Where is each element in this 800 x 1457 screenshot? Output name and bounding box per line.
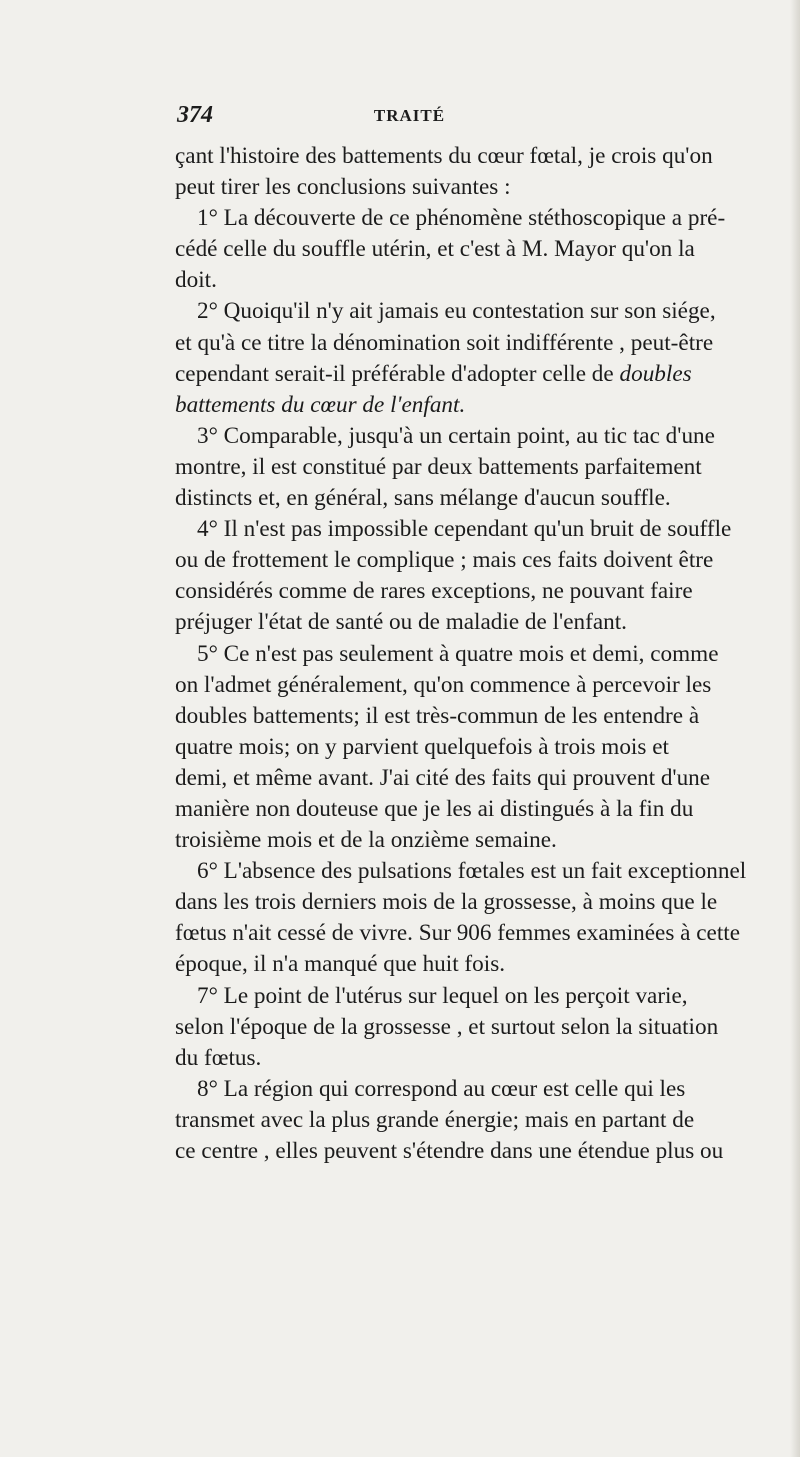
text-line-content: préjuger l'état de santé ou de maladie de l'enfant. [175, 609, 627, 636]
text-line-content: cependant serait-il préférable d'adopter celle de [175, 360, 614, 387]
text-line-content: ou de frottement le complique ; mais ces faits doivent être [175, 547, 714, 574]
text-line-content: cédé celle du souffle utérin, et c'est à M. Mayor qu'on la [175, 236, 695, 263]
text-line [175, 825, 645, 856]
text-line [175, 141, 713, 172]
text-line-content: quatre mois; on y parvient quelquefois à trois mois et [175, 733, 669, 760]
text-line-content: troisième mois et de la onzième semaine. [175, 827, 557, 854]
text-line-content: dans les trois derniers mois de la grossesse, à moins que le [175, 889, 718, 916]
text-line [175, 794, 694, 825]
text-line [175, 545, 714, 576]
page-header [177, 102, 642, 134]
text-line-content: montre, il est constitué par deux battements parfaitement [175, 453, 702, 480]
text-line [175, 763, 711, 794]
text-line [175, 234, 695, 265]
text-line [175, 670, 712, 701]
text-line [175, 1136, 724, 1167]
text-line-content: selon l'époque de la grossesse , et surtout selon la situation [175, 1013, 719, 1040]
text-line-content: 8° La région qui correspond au cœur est celle qui les [197, 1075, 686, 1102]
text-line-content: 6° L'absence des pulsations fœtales est un fait exceptionnel [197, 858, 747, 885]
text-line-content: époque, il n'a manqué que huit fois. [175, 951, 506, 978]
text-line [175, 359, 692, 390]
text-line-content: on l'admet généralement, qu'on commence à percevoir les [175, 671, 712, 698]
text-line [175, 949, 645, 980]
text-line-content: demi, et même avant. J'ai cité des faits qui prouvent d'une [175, 764, 711, 791]
text-line [175, 1105, 695, 1136]
text-line [175, 328, 714, 359]
text-line-content: 2° Quoiqu'il n'y ait jamais eu contestation sur son siége, [197, 298, 716, 325]
text-line-content: ce centre , elles peuvent s'étendre dans une étendue plus ou [175, 1138, 724, 1164]
text-line [175, 452, 702, 483]
text-line-content: considérés comme de rares exceptions, ne pouvant faire [175, 578, 693, 605]
page-edge [790, 0, 800, 1457]
text-line [175, 981, 688, 1012]
text-line [175, 390, 645, 421]
text-line [175, 732, 669, 763]
text-line-content: 3° Comparable, jusqu'à un certain point, au tic tac d'une [197, 422, 715, 449]
text-line [175, 483, 671, 514]
text-line [175, 172, 645, 203]
text-line [175, 856, 747, 887]
text-line [175, 265, 645, 296]
text-line [175, 887, 718, 918]
text-line [175, 576, 693, 607]
text-line-content: 7° Le point de l'utérus sur lequel on les perçoit varie, [197, 982, 688, 1009]
text-line [175, 918, 740, 949]
text-line [175, 203, 726, 234]
page-number: 374 [177, 102, 213, 128]
text-line [175, 639, 719, 670]
text-line-content: 1° La découverte de ce phénomène stéthoscopique a pré- [197, 205, 726, 232]
text-line-content: manière non douteuse que je les ai distingués à la fin du [175, 795, 694, 822]
text-line-content: peut tirer les conclusions suivantes : [175, 174, 511, 201]
text-line [175, 296, 716, 327]
body-text [175, 141, 747, 1167]
text-line-content: et qu'à ce titre la dénomination soit indifférente , peut-être [175, 329, 714, 356]
italic-term: doubles [619, 360, 692, 387]
text-line-content: transmet avec la plus grande énergie; mais en partant de [175, 1106, 695, 1133]
text-line-content: battements du cœur de l'enfant. [175, 391, 466, 418]
text-line-content: fœtus n'ait cessé de vivre. Sur 906 femmes examinées à cette [175, 920, 740, 947]
text-line-content: doit. [175, 267, 217, 294]
text-line-content: doubles battements; il est très-commun de les entendre à [175, 702, 700, 729]
text-line-content: distincts et, en général, sans mélange d'aucun souffle. [175, 485, 671, 512]
text-line-content: 4° Il n'est pas impossible cependant qu'un bruit de souffle [197, 516, 732, 543]
running-head: TRAITÉ [373, 106, 446, 125]
text-line-content: du fœtus. [175, 1044, 262, 1071]
text-line-content: çant l'histoire des battements du cœur fœtal, je crois qu'on [175, 143, 713, 169]
text-line [175, 1012, 719, 1043]
text-line [175, 701, 700, 732]
text-line [175, 1074, 686, 1105]
text-line [175, 607, 645, 638]
text-line [175, 421, 715, 452]
text-line [175, 514, 732, 545]
text-line-content: 5° Ce n'est pas seulement à quatre mois et demi, comme [197, 640, 719, 667]
text-line [175, 1043, 645, 1074]
